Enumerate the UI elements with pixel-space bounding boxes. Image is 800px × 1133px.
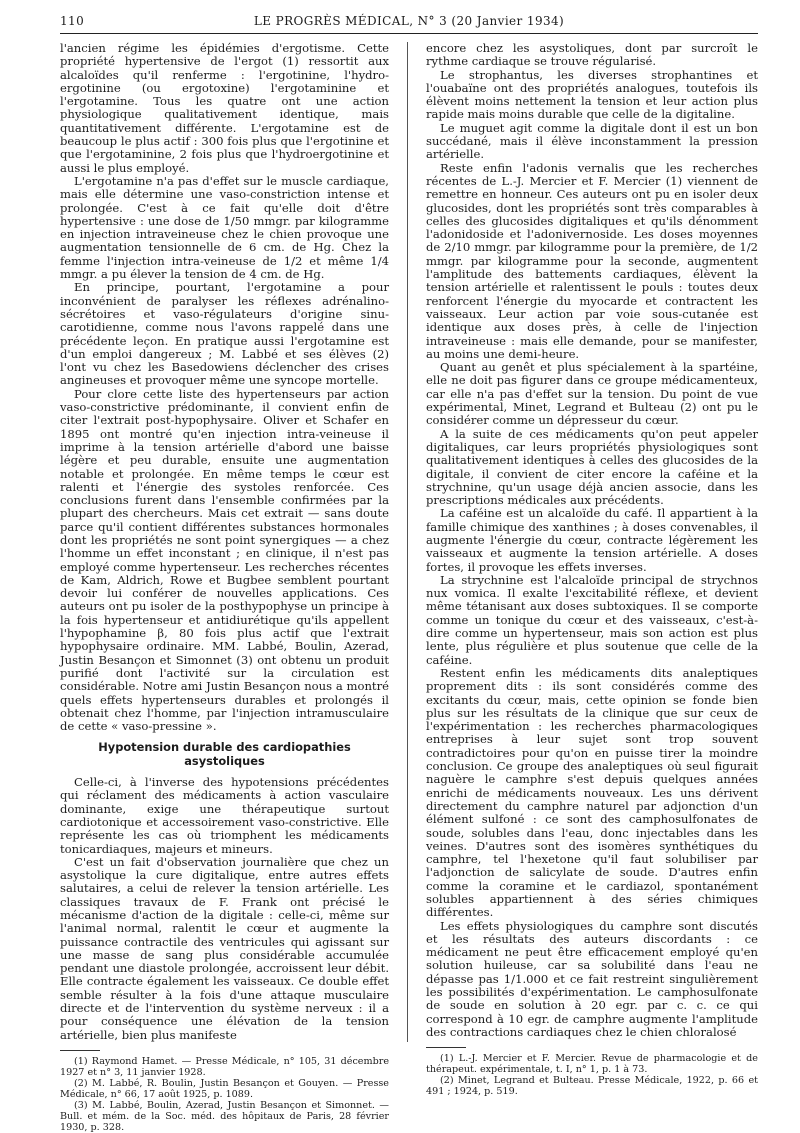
running-title: LE PROGRÈS MÉDICAL, N° 3 (20 Janvier 1934) <box>253 14 565 28</box>
footnote: (2) Minet, Legrand et Bulteau. Presse Médicale, 1922, p. 66 et 491 ; 1924, p. 519. <box>426 1075 758 1098</box>
footnote-rule <box>60 1050 100 1051</box>
paragraph: En principe, pourtant, l'ergotamine a pour inconvénient de paralyser les réflexes adrénalino-sécrétoires et vaso-régulateurs d'origine sinu-carotidienne, comme nous l'avons rappelé dans une précédente leçon. En pratique aussi l'ergotamine est d'un emploi dangereux ; M. Labbé et ses élèves (2) l'ont vu chez les Basedowiens déclencher des crises angineuses et provoquer même une syncope mortelle. <box>60 280 389 388</box>
left-column <box>60 42 389 1133</box>
footnote: (2) M. Labbé, R. Boulin, Justin Besançon et Gouyen. — Presse Médicale, n° 66, 17 août 1925, p. 1089. <box>60 1077 389 1100</box>
paragraph: C'est un fait d'observation journalière que chez un asystolique la cure digitalique, entre autres effets salutaires, a celui de relever la tension artérielle. Les classiques travaux de F. Frank ont précisé le mécanisme d'action de la digitale : celle-ci, même sur l'animal normal, ralentit le cœur et augmente la puissance contractile des ventricules qui agissant sur une masse de sang plus considérable accumulée pendant une diastole prolongée, accroissent leur débit. Elle contracte également les vaisseaux. Ce double effet semble résulter à la fois d'une attaque musculaire directe et de l'intervention du système nerveux : il a pour conséquence une élévation de la tension artérielle, bien plus manifeste <box>60 854 389 1042</box>
paragraph: encore chez les asystoliques, dont par surcroît le rythme cardiaque se trouve régularisé. <box>426 41 758 69</box>
footnote: (1) Raymond Hamet. — Presse Médicale, n° 105, 31 décembre 1927 et n° 3, 11 janvier 1928. <box>60 1055 389 1078</box>
right-column <box>426 42 758 1097</box>
paragraph: Celle-ci, à l'inverse des hypotensions précédentes qui réclament des médicaments à action vasculaire dominante, exige une thérapeutique surtout cardiotonique et accessoirement vaso-constrictive. Elle représente les cas où triomphent les médicaments tonicardiaques, majeurs et mineurs. <box>60 775 389 856</box>
footnote-rule <box>426 1047 466 1048</box>
paragraph: La caféine est un alcaloïde du café. Il appartient à la famille chimique des xanthines ; à doses convenables, il augmente l'énergie du cœur, contracte légèrement les vaisseaux et augmente la tension artérielle. A doses fortes, il provoque les effets inverses. <box>426 506 758 574</box>
paragraph: l'ancien régime les épidémies d'ergotisme. Cette propriété hypertensive de l'ergot (1) ressortit aux alcaloïdes qu'il renferme : l'ergotinine, l'hydro-ergotinine (ou ergotoxine) l'ergotaminine et l'ergotamine. Tous les quatre ont une action physiologique qualitativement identique, mais quantitativement différente. L'ergotamine est de beaucoup le plus actif : 300 fois plus que l'ergotinine et que l'ergotaminine, 2 fois plus que l'hydroergotinine et aussi le plus employé. <box>60 41 389 175</box>
footnote: (1) L.-J. Mercier et F. Mercier. Revue de pharmacologie et de thérapeut. expérimentale, t. I, n° 1, p. 1 à 73. <box>426 1053 758 1076</box>
paragraph: Le muguet agit comme la digitale dont il est un bon succédané, mais il élève inconstamment la pression artérielle. <box>426 120 758 162</box>
header-rule <box>60 33 758 34</box>
paragraph: Reste enfin l'adonis vernalis que les recherches récentes de L.-J. Mercier et F. Mercier (1) viennent de remettre en honneur. Ces auteurs ont pu en isoler deux glucosides, dont les propriétés sont très comparables à celles des glucosides digitaliques et qu'ils dénomment l'adonidoside et l'adonivernoside. Les doses moyennes de 2/10 mmgr. par kilogramme pour la première, de 1/2 mmgr. par kilogramme pour la seconde, augmentent l'amplitude des battements cardiaques, élèvent la tension artérielle et ralentissent le pouls : toutes deux renforcent l'énergie du myocarde et contractent les vaisseaux. Leur action par voie sous-cutanée est identique aux doses près, à celle de l'injection intraveineuse : mais elle demande, pour se manifester, au moins une demi-heure. <box>426 160 758 361</box>
section-heading: Hypotension durable des cardiopathies asystoliques <box>98 740 351 768</box>
paragraph: Pour clore cette liste des hypertenseurs par action vaso-constrictive prédominante, il convient enfin de citer l'extrait post-hypophysaire. Oliver et Schafer en 1895 ont montré qu'en injection intra-veineuse il imprime à la tension artérielle d'abord une baisse légère et peu durable, ensuite une augmentation notable et prolongée. En même temps le cœur est ralenti et l'énergie des systoles renforcée. Ces conclusions furent dans l'ensemble confirmées par la plupart des chercheurs. Mais cet extrait — sans doute parce qu'il contient différentes substances hormonales dont les propriétés ne sont point synergiques — a chez l'homme un effet inconstant ; en clinique, il n'est pas employé comme hypertenseur. Les recherches récentes de Kam, Aldrich, Rowe et Bugbee semblent pourtant devoir lui conférer de nouvelles applications. Ces auteurs ont pu isoler de la posthypophyse un principe à la fois hypertenseur et antidiurétique qu'ils appellent l'hypophamine β, 80 fois plus actif que l'extrait hypophysaire ordinaire. MM. Labbé, Boulin, Azerad, Justin Besançon et Simonnet (3) ont obtenu un produit purifié dont l'activité sur la circulation est considérable. Notre ami Justin Besançon nous a montré quels effets hypertenseurs durables et prolongés il obtenait chez l'homme, par l'injection intramusculaire de cette « vaso-pressine ». <box>60 386 389 734</box>
footnote: (3) M. Labbé, Boulin, Azerad, Justin Besançon et Simonnet. — Bull. et mém. de la Soc. méd. des hôpitaux de Paris, 28 février 1930, p. 328. <box>60 1099 389 1133</box>
column-divider <box>407 42 408 1042</box>
paragraph: Quant au genêt et plus spécialement à la spartéine, elle ne doit pas figurer dans ce groupe médicamenteux, car elle n'a pas d'effet sur la tension. Du point de vue expérimental, Minet, Legrand et Bulteau (2) ont pu le considérer comme un dépresseur du cœur. <box>426 360 758 428</box>
paragraph: Les effets physiologiques du camphre sont discutés et les résultats des auteurs discordants : ce médicament ne peut être efficacement employé qu'en solution huileuse, car sa solubilité dans l'eau ne dépasse pas 1/1.000 et ce fait restreint singulièrement les possibilités d'expérimentation. Le camphosulfonate de soude en solution à 20 egr. par c. c. ce qui correspond à 10 egr. de camphre augmente l'amplitude des contractions cardiaques chez le chien chloralosé <box>426 918 758 1039</box>
paragraph: Le strophantus, les diverses strophantines et l'ouabaïne ont des propriétés analogues, toutefois ils élèvent moins nettement la tension et leur action plus rapide mais moins durable que celle de la digitaline. <box>426 67 758 122</box>
page-header <box>60 14 758 34</box>
paragraph: A la suite de ces médicaments qu'on peut appeler digitaliques, car leurs propriétés physiologiques sont qualitativement identiques à celles des glucosides de la digitale, il convient de citer encore la caféine et la strychnine, qu'un usage déjà ancien associe, dans les prescriptions médicales aux précédents. <box>426 426 758 508</box>
paragraph: Restent enfin les médicaments dits analeptiques proprement dits : ils sont considérés comme des excitants du cœur, mais, cette opinion se fonde bien plus sur les résultats de la clinique que sur ceux de l'expérimentation : les recherches pharmacologiques entreprises à leur sujet sont trop souvent contradictoires pour qu'on en puisse tirer la moindre conclusion. Ce groupe des analeptiques où seul figurait naguère le camphre s'est depuis quelques années enrichi de médicaments nouveaux. Les uns dérivent directement du camphre naturel par adjonction d'un élément sulfoné : ce sont des camphosulfonates de soude, solubles dans l'eau, donc injectables dans les veines. D'autres sont des isomères synthétiques du camphre, tel l'hexetone qu'il faut solubiliser par l'adjonction de salicylate de soude. D'autres enfin comme la coramine et le cardiazol, spontanément solubles appartiennent à des séries chimiques différentes. <box>426 665 758 920</box>
paragraph: La strychnine est l'alcaloïde principal de strychnos nux vomica. Il exalte l'excitabilité réflexe, et devient même tétanisant aux doses subtoxiques. Il se comporte comme un tonique du cœur et des vaisseaux, c'est-à-dire comme un hypertenseur, mais son action est plus lente, plus régulière et plus soutenue que celle de la caféine. <box>426 572 758 667</box>
page-number: 110 <box>60 14 85 28</box>
paragraph: L'ergotamine n'a pas d'effet sur le muscle cardiaque, mais elle détermine une vaso-constriction intense et prolongée. C'est à ce fait qu'elle doit d'être hypertensive : une dose de 1/50 mmgr. par kilogramme en injection intraveineuse chez le chien provoque une augmentation tensionnelle de 6 cm. de Hg. Chez la femme l'injection intra-veineuse de 1/2 et même 1/4 mmgr. a pu élever la tension de 4 cm. de Hg. <box>60 173 389 282</box>
